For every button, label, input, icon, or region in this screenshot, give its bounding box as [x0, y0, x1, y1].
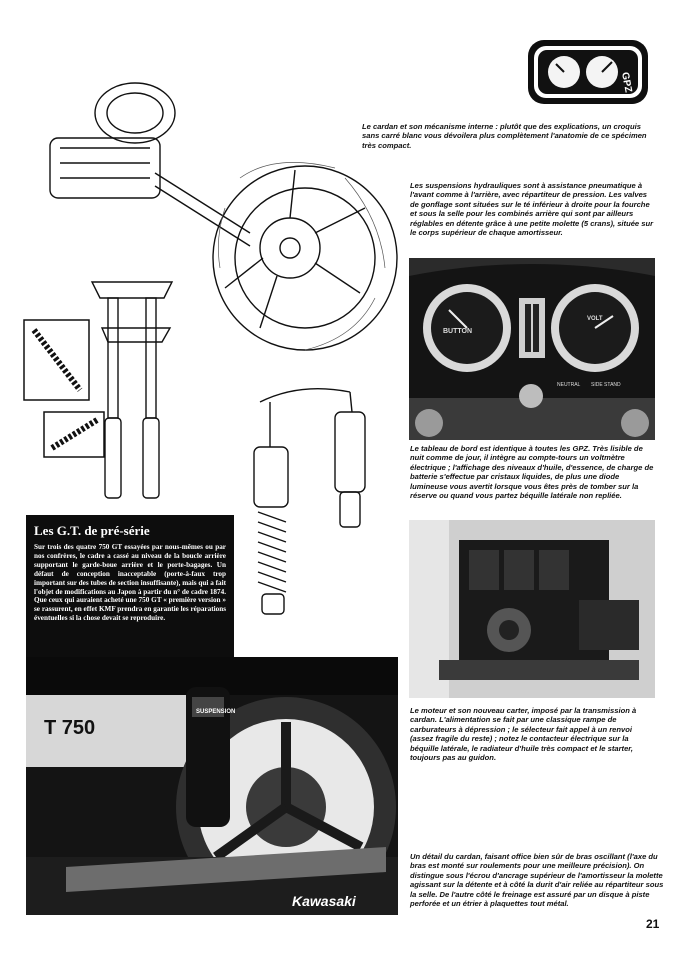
kawasaki-logo-text: Kawasaki	[292, 893, 356, 909]
engine-photo	[409, 520, 655, 698]
dashboard-photo	[409, 258, 655, 440]
front-fork-illustration	[22, 270, 202, 510]
svg-text:GPZ: GPZ	[619, 71, 634, 94]
sidebar-preseries-box	[26, 515, 234, 659]
caption-moteur: Le moteur et son nouveau carter, imposé par la transmission à cardan. L'alimentation se fait par une classique rampe de carburateurs à dépression ; le sélecteur fait appel à un renvoi (assez fragile du reste) ; notez le contacteur électrique sur la béquille latérale, le radiateur d'huile très compact et le starter, toujours pas au guidon.	[410, 706, 637, 763]
caption-tableau: Le tableau de bord est identique à toutes les GPZ. Très lisible de nuit comme de jour, il intègre au compte-tours un voltmètre électrique ; l'affichage des niveaux d'huile, d'essence, de charge de batterie s'effectue par cristaux liquides, de plus une diode lumineuse vous avertit lorsque vous êtes près de tomber sur la réserve ou quand vous partez béquille latérale non repliée.	[410, 444, 654, 501]
dash-volt-label: VOLT	[587, 316, 603, 322]
dash-neutral-label: NEUTRAL	[557, 382, 581, 388]
model-badge-750: T 750	[44, 717, 96, 739]
rear-shock-illustration	[240, 372, 390, 622]
sidebar-title: Les G.T. de pré-série	[34, 523, 150, 538]
sidebar-body: Sur trois des quatre 750 GT essayées par nous-mêmes ou par nos confrères, le cadre a cassé au niveau de la boucle arrière supportant le garde-boue arrière et le porte-bagages. Un défaut de conception inacceptable (porte-à-faux trop important sur des tubes de section insuffisante), mais qui a fait l'objet de modifications au Japon à partir du n° de cadre 1874. Que ceux qui auraient acheté une 750 GT « première version » se rassurent, en effet KMF prendra en garantie les réparations éventuelles si la chose devait se reproduire.	[34, 543, 226, 623]
shock-brand-label: SUSPENSION	[196, 709, 236, 715]
dash-side-stand-label: SIDE STAND	[591, 382, 621, 388]
page-number: 21	[646, 917, 660, 931]
caption-detail: Un détail du cardan, faisant office bien sûr de bras oscillant (l'axe du bras est monté sur roulements pour une meilleure précision). On distingue sous l'écrou d'ancrage supérieur de l'amortisseur la molette agissant sur la détente et à côté la durit d'air reliée au répartiteur sous la selle. De l'autre côté le freinage est assuré par un disque à piste perforée et un étrier à plaquettes tout métal.	[410, 852, 664, 909]
caption-cardan: Le cardan et son mécanisme interne : plutôt que des explications, un croquis sans carré blanc vous dévoilera plus complètement l'anatomie de ce spécimen très compact.	[362, 122, 647, 150]
dash-button-label: BUTTON	[443, 328, 473, 335]
gpz-logo	[526, 38, 650, 106]
rear-detail-photo	[26, 657, 398, 915]
caption-suspensions: Les suspensions hydrauliques sont à assistance pneumatique à l'avant comme à l'arrière, avec répartiteur de pression. Les valves de gonflage sont situées sur le té inférieur à droite pour la fourche et sous la selle pour les combinés arrière qui sont par ailleurs réglables en détente grâce à une petite molette (5 crans), située sur le corps supérieur de chaque amortisseur.	[410, 181, 654, 238]
